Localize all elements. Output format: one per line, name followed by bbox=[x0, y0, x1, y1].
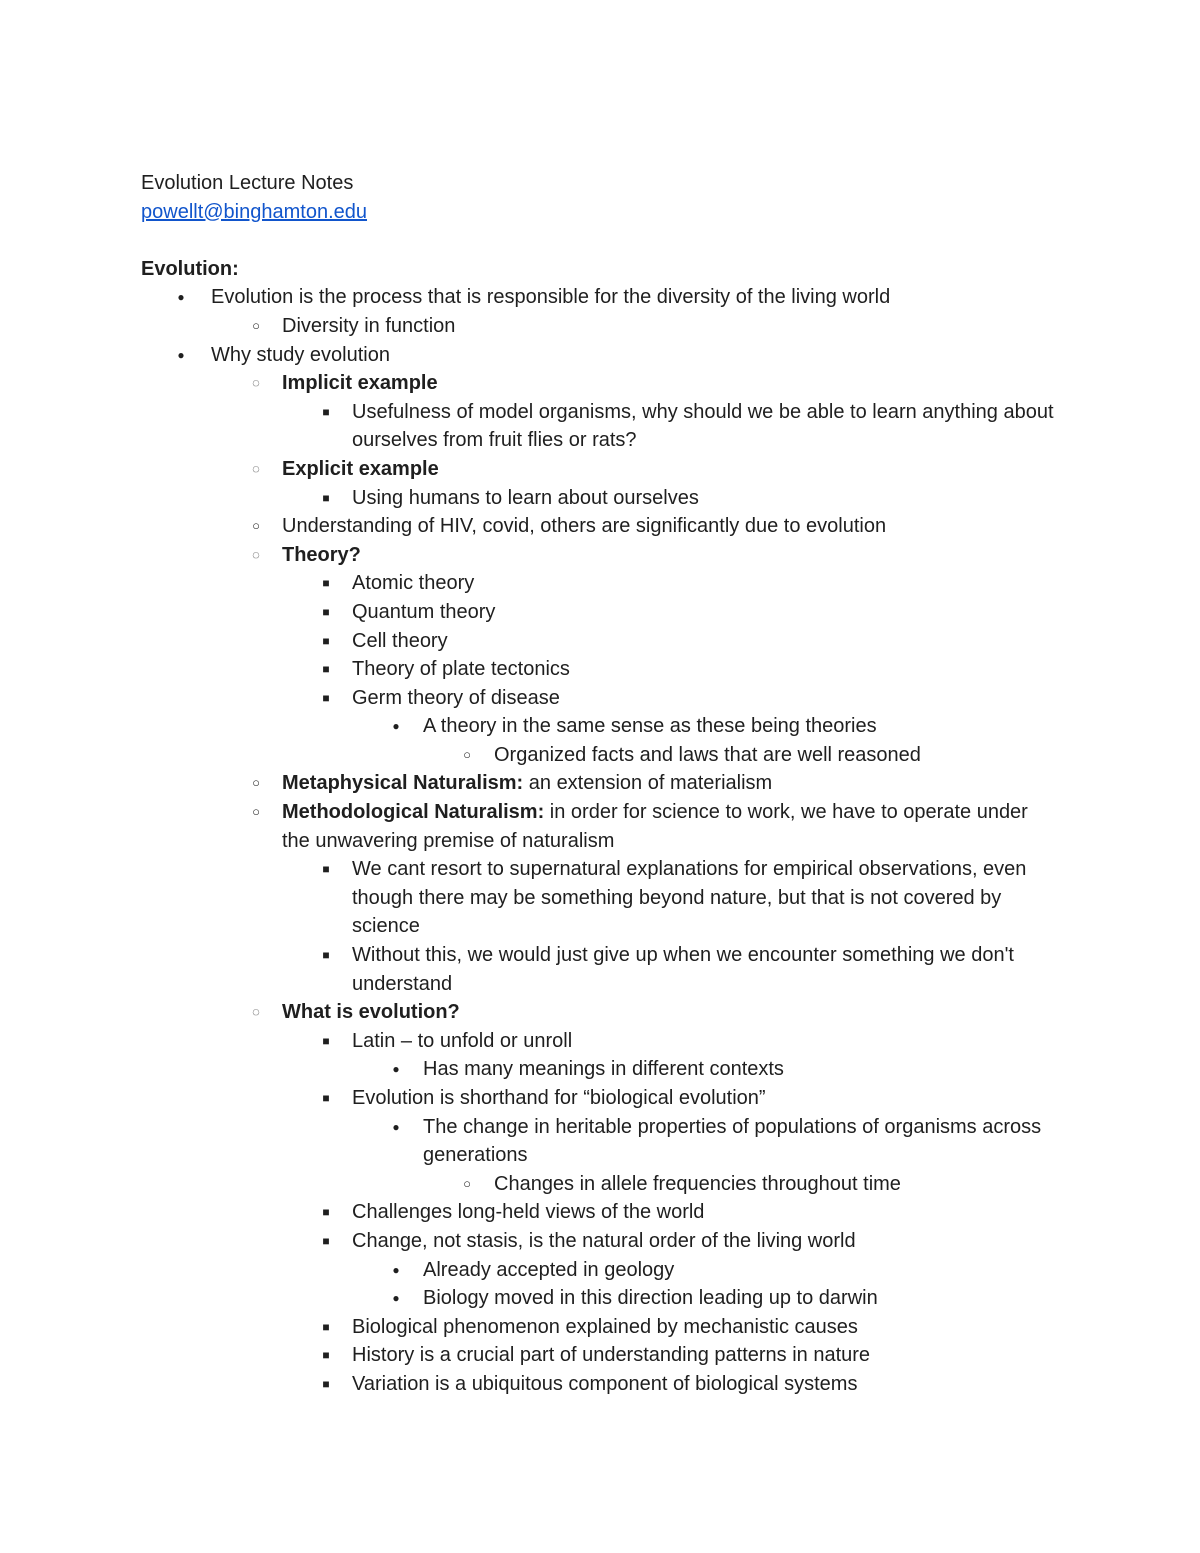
list-item: ● Has many meanings in different contexts bbox=[141, 1055, 1061, 1084]
bullet-circle-icon: ○ bbox=[252, 317, 260, 333]
bullet-square-icon: ■ bbox=[322, 576, 330, 591]
list-item: ○ Changes in allele frequencies throughout time bbox=[141, 1170, 1061, 1199]
list-item: ◌ Theory? bbox=[141, 541, 1061, 570]
list-item: ■ Biological phenomenon explained by mechanistic causes bbox=[141, 1313, 1061, 1342]
list-item: ◌ What is evolution? bbox=[141, 998, 1061, 1027]
bullet-disc-icon: ● bbox=[177, 347, 185, 362]
list-item: ■ Germ theory of disease bbox=[141, 684, 1061, 713]
bullet-disc-icon: ● bbox=[177, 290, 185, 305]
list-item: ○ Methodological Naturalism: in order for science to work, we have to operate under the unwavering premise of naturalism bbox=[141, 798, 1061, 855]
list-item: ■ Theory of plate tectonics bbox=[141, 655, 1061, 684]
list-item: ● The change in heritable properties of populations of organisms across generations bbox=[141, 1113, 1061, 1170]
bullet-square-icon: ■ bbox=[322, 690, 330, 705]
list-item: ○ Understanding of HIV, covid, others are significantly due to evolution bbox=[141, 512, 1061, 541]
list-item: ◌ Implicit example bbox=[141, 369, 1061, 398]
document-title: Evolution Lecture Notes bbox=[141, 172, 354, 194]
bullet-square-icon: ■ bbox=[322, 404, 330, 419]
bullet-square-icon: ■ bbox=[322, 948, 330, 963]
bullet-square-icon: ■ bbox=[322, 1348, 330, 1363]
list-item: ■ Evolution is shorthand for “biological evolution” bbox=[141, 1084, 1061, 1113]
section-heading: Evolution: bbox=[141, 257, 239, 280]
bullet-square-icon: ■ bbox=[322, 862, 330, 877]
bullet-circle-icon: ○ bbox=[252, 804, 260, 820]
bullet-dotted-circle-icon: ◌ bbox=[252, 546, 260, 562]
list-item: ○ Metaphysical Naturalism: an extension of materialism bbox=[141, 769, 1061, 798]
bullet-circle-icon: ○ bbox=[252, 518, 260, 534]
document-body bbox=[141, 169, 1061, 1399]
bullet-square-icon: ■ bbox=[322, 662, 330, 677]
bullet-disc-icon: ● bbox=[392, 1119, 400, 1134]
list-item: ■ Atomic theory bbox=[141, 569, 1061, 598]
bullet-circle-icon: ○ bbox=[463, 746, 471, 762]
bullet-square-icon: ■ bbox=[322, 604, 330, 619]
bullet-square-icon: ■ bbox=[322, 1376, 330, 1391]
bullet-square-icon: ■ bbox=[322, 1319, 330, 1334]
list-item: ■ We cant resort to supernatural explanations for empirical observations, even though there may be something beyond nature, but that is not covered by science bbox=[141, 855, 1061, 941]
bullet-circle-icon: ○ bbox=[463, 1175, 471, 1191]
list-item: ● Biology moved in this direction leading up to darwin bbox=[141, 1284, 1061, 1313]
bullet-disc-icon: ● bbox=[392, 1262, 400, 1277]
list-item: ■ Variation is a ubiquitous component of biological systems bbox=[141, 1370, 1061, 1399]
list-item: ● Evolution is the process that is responsible for the diversity of the living world bbox=[141, 283, 1061, 312]
list-item: ■ Usefulness of model organisms, why should we be able to learn anything about ourselves from fruit flies or rats? bbox=[141, 398, 1061, 455]
list-item: ○ Organized facts and laws that are well reasoned bbox=[141, 741, 1061, 770]
bullet-dotted-circle-icon: ◌ bbox=[252, 460, 260, 476]
list-item: ■ Quantum theory bbox=[141, 598, 1061, 627]
spacer bbox=[141, 226, 1061, 255]
list-item: ■ History is a crucial part of understanding patterns in nature bbox=[141, 1341, 1061, 1370]
list-item: ● Already accepted in geology bbox=[141, 1256, 1061, 1285]
bullet-square-icon: ■ bbox=[322, 490, 330, 505]
bullet-circle-icon: ○ bbox=[252, 775, 260, 791]
list-item: ■ Challenges long-held views of the world bbox=[141, 1198, 1061, 1227]
bullet-square-icon: ■ bbox=[322, 1205, 330, 1220]
bullet-square-icon: ■ bbox=[322, 1091, 330, 1105]
bullet-square-icon: ■ bbox=[322, 633, 330, 648]
bullet-square-icon: ■ bbox=[322, 1233, 330, 1248]
list-item: ○ Diversity in function bbox=[141, 312, 1061, 341]
bullet-disc-icon: ● bbox=[392, 1062, 400, 1077]
list-item: ● A theory in the same sense as these being theories bbox=[141, 712, 1061, 741]
list-item: ■ Cell theory bbox=[141, 627, 1061, 656]
bullet-dotted-circle-icon: ◌ bbox=[252, 375, 260, 391]
list-item: ■ Using humans to learn about ourselves bbox=[141, 484, 1061, 513]
bullet-dotted-circle-icon: ◌ bbox=[252, 1004, 260, 1020]
list-item: ■ Change, not stasis, is the natural order of the living world bbox=[141, 1227, 1061, 1256]
list-item: ■ Latin – to unfold or unroll bbox=[141, 1027, 1061, 1056]
list-item: ◌ Explicit example bbox=[141, 455, 1061, 484]
bullet-disc-icon: ● bbox=[392, 1291, 400, 1306]
list-item: ■ Without this, we would just give up when we encounter something we don't understand bbox=[141, 941, 1061, 998]
list-item: ● Why study evolution bbox=[141, 341, 1061, 370]
bullet-disc-icon: ● bbox=[392, 719, 400, 734]
email-link[interactable]: powellt@binghamton.edu bbox=[141, 200, 368, 223]
bullet-square-icon: ■ bbox=[322, 1033, 330, 1048]
